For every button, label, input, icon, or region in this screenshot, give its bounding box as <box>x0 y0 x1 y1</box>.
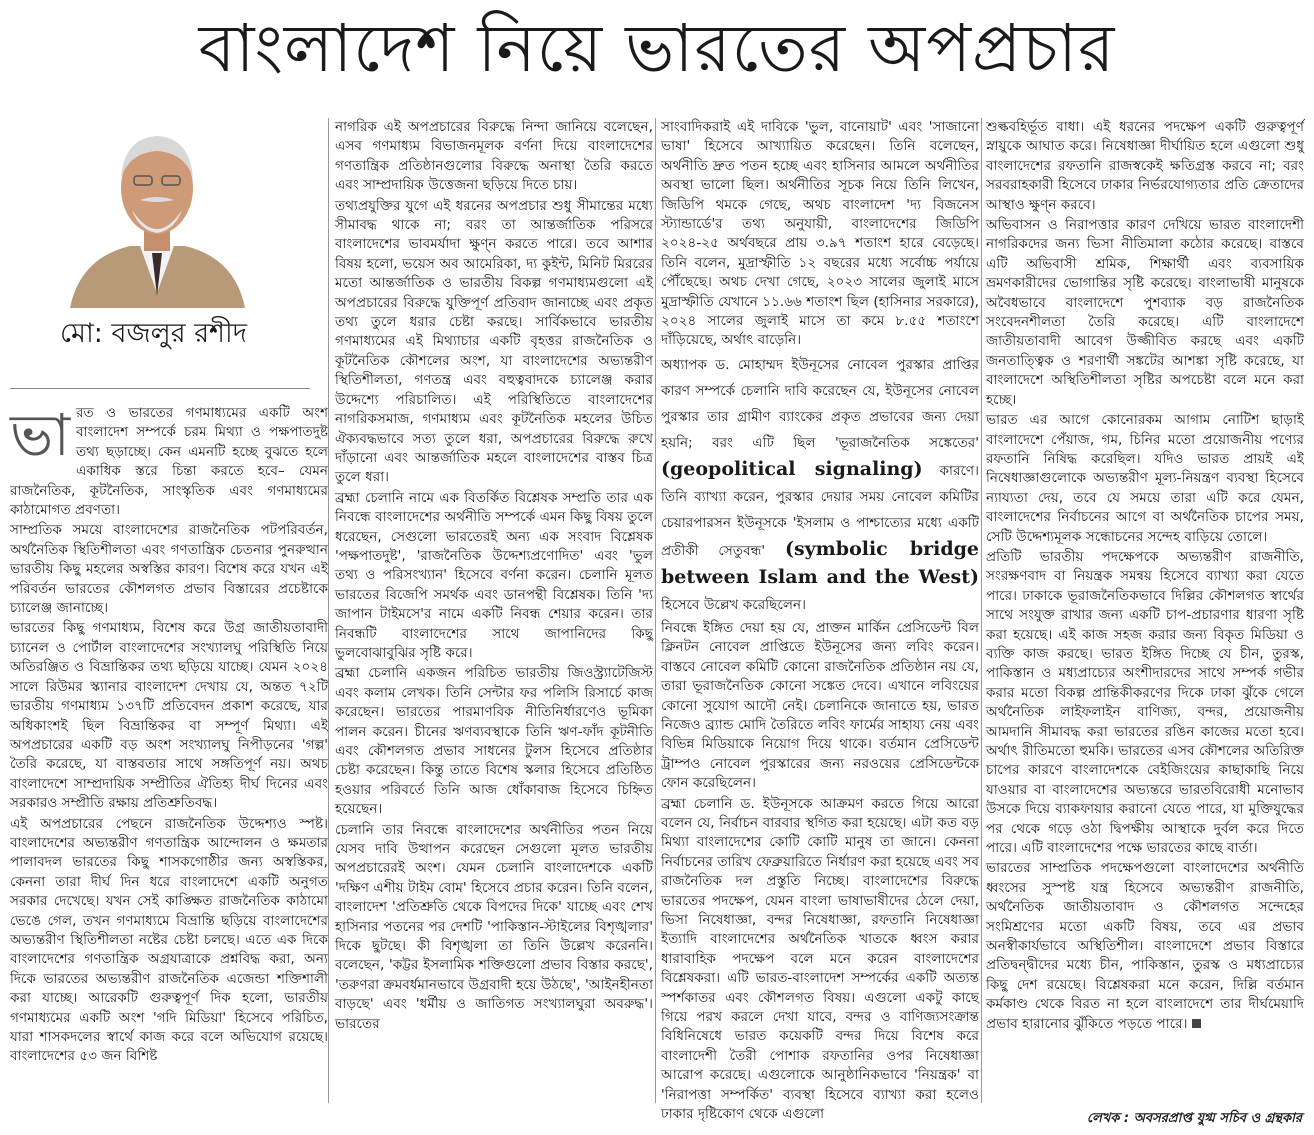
paragraph: ভারত এর আগে কোনোরকম আগাম নোটিশ ছাড়াই বাংলাদেশে পেঁয়াজ, গম, চিনির মতো প্রয়োজনীয় পণ্যের রফতানি নিষিদ্ধ করেছিল। যদিও ভারত প্রায়ই এই নিষেধাজ্ঞাগুলোকে অভ্যন্তরীণ মূল্য-নিয়ন্ত্রণ ব্যবস্থা হিসেবে ন্যায্যতা দেয়, তবে যে সময়ে তারা এটি করে যেমন, বাংলাদেশের নির্বাচনের আগে বা অর্থনৈতিক চাপের সময়, সেটি উদ্দেশ্যমূলক সন্ধোচনের সন্দেহ বাড়িয়ে তোলে। <box>986 412 1304 545</box>
column-divider <box>655 118 656 1103</box>
end-mark-icon <box>1192 1019 1201 1028</box>
paragraph: তথ্যপ্রযুক্তির যুগে এই ধরনের অপপ্রচার শুধু সীমান্তের মধ্যে সীমাবদ্ধ থাকে না; বরং তা আন্তর্জাতিক পরিসরে বাংলাদেশের ভাবমর্যাদা ক্ষুণ্ন করতে পারে। তবে আশার বিষয় হলো, ভয়েস অব আমেরিকা, দ্য কুইন্ট, মিনিট মিররের মতো আন্তর্জাতিক ও ভারতীয় বিকল্প গণমাধ্যমগুলো এই অপপ্রচারের বিরুদ্ধে যুক্তিপূর্ণ প্রতিবাদ জানাচ্ছে এবং প্রকৃত তথ্য তুলে ধরার চেষ্টা করছে। সার্বিকভাবে ভারতীয় গণমাধ্যমের এই মিথ্যাচার একটি বৃহত্তর রাজনৈতিক ও কূটনৈতিক কৌশলের অংশ, যা বাংলাদেশের অভ্যন্তরীণ স্থিতিশীলতা, গণতন্ত্র এবং বহুত্ববাদকে চ্যালেঞ্জ করার উদ্দেশ্যে পরিচালিত। এই পরিস্থিতিতে বাংলাদেশের নাগরিকসমাজ, গণমাধ্যম এবং কূটনৈতিক মহলের উচিত ঐক্যবদ্ধভাবে সত্য তুলে ধরা, অপপ্রচারের বিরুদ্ধে রুখে দাঁড়ানো এবং আন্তর্জাতিক মহলে বাংলাদেশের বাস্তব চিত্র তুলে ধরা। <box>335 197 653 486</box>
column-divider <box>328 118 329 1103</box>
paragraph: সাংবাদিকরাই এই দাবিকে 'ভুল, বানোয়াট' এবং 'সাজানো ভাষা' হিসেবে আখ্যায়িত করেছেন। তিনি বলেছেন, অর্থনীতি দ্রুত পতন হচ্ছে এবং হাসিনার আমলে অর্থনীতির অবস্থা ভালো ছিল। অর্থনীতির সূচক নিয়ে তিনি লিখেন, জিডিপি থমকে গেছে, অথচ বাংলাদেশ 'দ্য বিজনেস স্ট্যান্ডার্ডে'র তথ্য অনুযায়ী, বাংলাদেশের জিডিপি ২০২৪-২৫ অর্থবছরে প্রায় ৩.৯৭ শতাংশ হারে বেড়েছে। তিনি বলেন, মুদ্রাস্ফীতি ১২ বছরের মধ্যে সর্বোচ্চ পর্যায়ে পৌঁছেছে। অথচ দেখা গেছে, ২০২৩ সালের জুলাই মাসে মুদ্রাস্ফীতি যেখানে ১১.৬৬ শতাংশ ছিল (হাসিনার সরকারে), ২০২৪ সালের জুলাই মাসে তা কমে ৮.৫৫ শতাংশে দাঁড়িয়েছে, অর্থাৎ বাড়েনি। <box>661 119 979 349</box>
paragraph: শুল্কবহির্ভূত বাধা। এই ধরনের পদক্ষেপ একটি গুরুত্বপূর্ণ স্নায়ুকে আঘাত করে। নিষেধাজ্ঞা দীর্ঘায়িত হলে এগুলো শুধু বাংলাদেশের রফতানি রাজস্বকেই ক্ষতিগ্রস্ত করবে না; বরং সরবরাহকারী হিসেবে ঢাকার নির্ভরযোগ্যতার প্রতি ক্রেতাদের আস্থাও ক্ষুণ্ন করবে। <box>986 119 1304 213</box>
column-4 <box>986 118 1304 1083</box>
author-photo <box>60 118 255 308</box>
paragraph: এই অপপ্রচারের পেছনে রাজনৈতিক উদ্দেশ্যও স্পষ্ট। বাংলাদেশের অভ্যন্তরীণ গণতান্ত্রিক আন্দোলন ও ক্ষমতার পালাবদল ভারতের কিছু শাসকগোষ্ঠীর জন্য অস্বস্তিকর, কেননা তারা দীর্ঘ দিন ধরে বাংলাদেশে একটি অনুগত সরকার দেখেছে। যখন সেই কাঙ্ক্ষিত রাজনৈতিক কাঠামো ভেঙে গেল, তখন গণমাধ্যমে বিভ্রান্তি ছড়িয়ে বাংলাদেশের অভ্যন্তরীণ স্থিতিশীলতা নষ্টের চেষ্টা চলছে। এতে এক দিকে বাংলাদেশের গণতান্ত্রিক অগ্রযাত্রাকে প্রশ্নবিদ্ধ করা, অন্য দিকে ভারতের অভ্যন্তরীণ রাজনৈতিক এজেন্ডা শক্তিশালী করা যাচ্ছে। আরেকটি গুরুত্বপূর্ণ দিক হলো, ভারতীয় গণমাধ্যমের একটি অংশ 'গদি মিডিয়া' হিসেবে পরিচিত, যারা শাসকদলের স্বার্থে কাজ করে বলে অভিযোগ রয়েছে। বাংলাদেশের ৫৩ জন বিশিষ্ট <box>10 815 328 1065</box>
column-1 <box>10 401 328 1094</box>
english-term: (symbolic bridge between Islam and the West) <box>661 537 979 588</box>
column-3 <box>661 118 979 1123</box>
paragraph: ভারতের কিছু গণমাধ্যম, বিশেষ করে উগ্র জাতীয়তাবাদী চ্যানেল ও পোর্টাল বাংলাদেশের সংখ্যালঘু পরিস্থিতি নিয়ে অতিরঞ্জিত ও বিভ্রান্তিকর তথ্য ছড়িয়ে যাচ্ছে। যেমন ২০২৪ সালে রিউমর স্ক্যানার বাংলাদেশ দেখায় যে, অন্তত ৭২টি ভারতীয় গণমাধ্যম ১৩৭টি প্রতিবেদন প্রকাশ করেছে, যার অধিকাংশই ছিল বিভ্রান্তিকর বা সম্পূর্ণ মিথ্যা। এই অপপ্রচারের একটি বড় অংশ সংখ্যালঘু নিপীড়নের 'গল্প' তৈরি করেছে, যা বাস্তবতার সাথে সঙ্গতিপূর্ণ নয়। অথচ বাংলাদেশে সাম্প্রদায়িক সম্প্রীতির ঐতিহ্য দীর্ঘ দিনের এবং সরকারও সম্প্রীতি রক্ষায় প্রতিশ্রুতিবদ্ধ। <box>10 620 328 812</box>
dropcap: ভা <box>10 401 71 469</box>
paragraph: নিবন্ধে ইঙ্গিত দেয়া হয় যে, প্রাক্তন মার্কিন প্রেসিডেন্ট বিল ক্লিনটন নোবেল প্রাপ্তিতে ইউনূসের জন্য লবিং করেন। বাস্তবে নোবেল কমিটি কোনো রাজনৈতিক প্রতিষ্ঠান নয় যে, তারা ভূরাজনৈতিক কোনো সঙ্কেত দেবে। এখানে লবিংয়ের কোনো সুযোগ আদৌ নেই। চেলানিকে জানাতে হয়, ভারত নিজেও ব্র্যান্ড মোদি তৈরিতে লবিং ফার্মের সাহায্য নেয় এবং বিভিন্ন মিডিয়াকে নিয়োগ দিয়ে থাকে। বর্তমান প্রেসিডেন্ট ট্রাম্পও নোবেল পুরস্কারের জন্য নরওয়ের প্রেসিডেন্টকে ফোন করেছিলেন। <box>661 619 979 792</box>
author-byline: মো: বজলুর রশীদ <box>60 318 247 349</box>
paragraph: নাগরিক এই অপপ্রচারের বিরুদ্ধে নিন্দা জানিয়ে বলেছেন, এসব গণমাধ্যম বিভাজনমূলক বর্ণনা দিয়ে বাংলাদেশের গণতান্ত্রিক প্রতিষ্ঠানগুলোর বিরুদ্ধে অনাস্থা তৈরি করতে এবং সাম্প্রদায়িক উত্তেজনা ছড়িয়ে দিতে চায়। <box>335 119 653 194</box>
paragraph: সাম্প্রতিক সময়ে বাংলাদেশের রাজনৈতিক পটপরিবর্তন, অর্থনৈতিক স্থিতিশীলতা এবং গণতান্ত্রিক চেতনার পুনরুত্থান ভারতীয় কিছু মহলের অস্বস্তির কারণ। বিশেষ করে যখন এই পরিবর্তন ভারতের কৌশলগত প্রভাব বিস্তারের প্রচেষ্টাকে চ্যালেঞ্জ জানাচ্ছে। <box>10 522 328 617</box>
paragraph: প্রতিটি ভারতীয় পদক্ষেপকে অভ্যন্তরীণ রাজনীতি, সংরক্ষণবাদ বা নিয়ন্ত্রক সমন্বয় হিসেবে ব্যাখ্যা করা যেতে পারে। ঢাকাকে ভূরাজনৈতিকভাবে দিল্লির কৌশলগত স্বার্থের সাথে সংযুক্ত রাখার জন্য একটি চাপ-প্রচারণার ধারণা সৃষ্টি করা হয়েছে। এই কাজ সহজ করার জন্য বিকৃত মিডিয়া ও ব্যক্তি কাজ করছে। ভারত ইঙ্গিত দিচ্ছে যে চীন, তুরস্ক, পাকিস্তান ও মধ্যপ্রাচ্যের অংশীদারদের সাথে সম্পর্ক গভীর করার মতো বিকল্প প্রান্তিকীকরণের দিকে ঢাকা ঝুঁকে গেলে অর্থনৈতিক লাইফলাইন বাণিজ্য, বন্দর, প্রয়োজনীয় আমদানি সীমাবদ্ধ করা ভারতের রঙিন কাজের মতো হবে। অর্থাৎ রীতিমতো হুমকি। ভারতের এসব কৌশলের অতিরিক্ত চাপের কারণে বাংলাদেশকে বেইজিংয়ের কাছাকাছি নিয়ে যাওয়ার বা বাংলাদেশের অভ্যন্তরে ভারতবিরোধী মনোভাব উসকে দিয়ে ব্যাকফায়ার করানো যেতে পারে, যা মুক্তিযুদ্ধের পর থেকে গড়ে ওঠা দ্বিপক্ষীয় আস্থাকে দুর্বল করে দিতে পারে। এটি বাংলাদেশের পক্ষে ভারতের কাছে বার্তা। <box>986 548 1304 857</box>
paragraph: ব্রহ্মা চেলানি ড. ইউনূসকে আক্রমণ করতে গিয়ে আরো বলেন যে, নির্বাচন বারবার স্থগিত করা হয়েছে। এটা কত বড় মিথ্যা বাংলাদেশের কোটি কোটি মানুষ তা জানে। কেননা নির্বাচনের তারিখ ফেব্রুয়ারিতে নির্ধারণ করা হয়েছে এবং সব রাজনৈতিক দল প্রস্তুতি নিচ্ছে। বাংলাদেশের বিরুদ্ধে ভারতের পদক্ষেপ, যেমন বাংলা ভাষাভাষীদের ঠেলে দেয়া, ভিসা নিষেধাজ্ঞা, বন্দর নিষেধাজ্ঞা, রফতানি নিষেধাজ্ঞা ইত্যাদি বাংলাদেশের অর্থনৈতিক খাতকে ধ্বংস করার ধারাবাহিক পদক্ষেপ বলে মনে করেন বাংলাদেশের বিশ্লেষকরা। এটি ভারত-বাংলাদেশ সম্পর্কের একটি অত্যন্ত স্পর্শকাতর এবং কৌশলগত বিষয়। এগুলো একটু কাছে গিয়ে পরখ করলে দেখা যাবে, বন্দর ও বাণিজ্যসংক্রান্ত বিধিনিষেধে ভারত কয়েকটি বন্দর দিয়ে বিশেষ করে বাংলাদেশী তৈরী পোশাক রফতানির ওপর নিষেধাজ্ঞা আরোপ করেছে। এগুলোকে আনুষ্ঠানিকভাবে 'নিয়ন্ত্রক' বা 'নিরাপত্তা সম্পর্কিত' ব্যবস্থা হিসেবে ব্যাখ্যা করা হলেও ঢাকার দৃষ্টিকোণ থেকে এগুলো <box>661 795 979 1123</box>
author-note: লেখক : অবসরপ্রাপ্ত যুগ্ম সচিব ও গ্রন্থকার <box>1086 1111 1302 1126</box>
paragraph: ভারত ও ভারতের গণমাধ্যমের একটি অংশ বাংলাদেশ সম্পর্কে চরম মিথ্যা ও পক্ষপাতদুষ্ট তথ্য ছড়াচ্ছে। কেন এমনটি হচ্ছে বুঝতে হলে একাধিক স্তরে চিন্তা করতে হবে– যেমন রাজনৈতিক, কূটনৈতিক, সাংস্কৃতিক এবং গণমাধ্যমের কাঠামোগত প্রবণতা। <box>10 401 328 519</box>
column-2 <box>335 118 653 1103</box>
headline: বাংলাদেশ নিয়ে ভারতের অপপ্রচার <box>198 10 1116 87</box>
paragraph: অভিবাসন ও নিরাপত্তার কারণ দেখিয়ে ভারত বাংলাদেশী নাগরিকদের জন্য ভিসা নীতিমালা কঠোর করেছে। বাস্তবে এটি অভিবাসী শ্রমিক, শিক্ষার্থী এবং ব্যবসায়িক ভ্রমণকারীদের ভোগান্তির সৃষ্টি করেছে। বাংলাভাষী মানুষকে অবৈধভাবে বাংলাদেশে পুশব্যাক বড় রাজনৈতিক সংবেদনশীলতা তৈরি করেছে। এটি বাংলাদেশে জাতীয়তাবাদী আবেগ উজ্জীবিত করছে এবং একটি জনতাত্ত্বিক ও শরণার্থী সঙ্কটের আশঙ্কা সৃষ্টি করেছে, যা বাংলাদেশে অস্থিতিশীলতা সৃষ্টির অপচেষ্টা বলে মনে করা হচ্ছে। <box>986 217 1304 408</box>
column-divider <box>981 118 982 1103</box>
paragraph: ব্রহ্মা চেলানি নামে এক বিতর্কিত বিশ্লেষক সম্প্রতি তার এক নিবন্ধে বাংলাদেশের অর্থনীতি সম্পর্কে এমন কিছু বিষয় তুলে ধরেছেন, সেগুলো ভারতেরই অন্য এক সংবাদ বিশ্লেষক 'পক্ষপাতদুষ্ট', 'রাজনৈতিক উদ্দেশ্যপ্রণোদিত' এবং 'ভুল তথ্য ও পরিসংখ্যান' হিসেবে বর্ণনা করেন। চেলানি মূলত ভারতের বিজেপি সমর্থক এবং ডানপন্থী বিশ্লেষক। তিনি 'দ্য জাপান টাইমসে'র নামে একটি নিবন্ধ শেয়ার করেন। তার নিবন্ধটি বাংলাদেশের সাথে জাপানিদের কিছু ভুলবোঝাবুঝির সৃষ্টি করে। <box>335 489 653 661</box>
paragraph: ব্রহ্মা চেলানি একজন পরিচিত ভারতীয় জিওস্ট্র্যাটেজিস্ট এবং কলাম লেখক। তিনি সেন্টার ফর পলিসি রিসার্চে কাজ করেছেন। ভারতের পারমাণবিক নীতিনির্ধারণেও ভূমিকা পালন করেন। চীনের ঋণব্যবস্থাকে তিনি ঋণ-ফাঁদ কূটনীতি এবং কৌশলগত প্রভাব সাধনের টুলস হিসেবে প্রতিষ্ঠার চেষ্টা করেছেন। কিন্তু তাতে বিশেষ স্কলার হিসেবে প্রতিষ্ঠিত হওয়ার পরিবর্তে তিনি আজ ধোঁকাবাজ হিসেবে চিহ্নিত হয়েছেন। <box>335 665 653 818</box>
byline-divider <box>10 388 310 389</box>
english-term: (geopolitical signaling) <box>661 457 923 480</box>
paragraph: অধ্যাপক ড. মোহাম্মদ ইউনূসের নোবেল পুরস্কার প্রাপ্তির কারণ সম্পর্কে চেলানি দাবি করেছেন যে, ইউনূসের নোবেল পুরস্কার তার গ্রামীণ ব্যাংকের প্রকৃত প্রভাবের জন্য দেয়া হয়নি; বরং এটি ছিল 'ভূরাজনৈতিক সঙ্কেতের' (geopolitical signaling) কারণে। তিনি ব্যাখ্যা করেন, পুরস্কার দেয়ার সময় নোবেল কমিটির চেয়ারপারসন ইউনূসকে 'ইসলাম ও পাশ্চাত্যের মধ্যে একটি প্রতীকী সেতুবন্ধ' (symbolic bridge between Islam and the West) হিসেবে উল্লেখ করেছিলেন। <box>661 356 979 613</box>
paragraph: ভারতের সাম্প্রতিক পদক্ষেপগুলো বাংলাদেশের অর্থনীতি ধ্বংসের সুস্পষ্ট যন্ত্র হিসেবে অভ্যন্তরীণ রাজনীতি, অর্থনৈতিক জাতীয়তাবাদ ও কৌশলগত সন্দেহের সংমিশ্রণের মতো একটি বিষয়, তবে এর প্রভাব অনস্বীকার্যভাবে অস্থিতিশীল। বাংলাদেশে প্রভাব বিস্তারে প্রতিদ্বন্দ্বীদের মধ্যে চীন, পাকিস্তান, তুরস্ক ও মধ্যপ্রাচ্যের কিছু দেশ রয়েছে। বিশ্লেষকরা মনে করেন, দিল্লি বর্তমান কর্মকাণ্ড থেকে বিরত না হলে বাংলাদেশে তার দীর্ঘমেয়াদি প্রভাব হারানোর ঝুঁকিতে পড়তে পারে। <box>986 860 1304 1032</box>
paragraph: চেলানি তার নিবন্ধে বাংলাদেশের অর্থনীতির পতন নিয়ে যেসব দাবি উত্থাপন করেছেন সেগুলো মূলত ভারতীয় অপপ্রচারেরই অংশ। যেমন চেলানি বাংলাদেশকে একটি 'দক্ষিণ এশীয় টাইম বোম' হিসেবে প্রচার করেন। তিনি বলেন, বাংলাদেশ 'প্রতিশ্রুতি থেকে বিপদের দিকে' যাচ্ছে এবং শেখ হাসিনার পতনের পর দেশটি 'পাকিস্তান-স্টাইলের বিশৃঙ্খলার' দিকে ছুটছে। কী বিশৃঙ্খলা তা তিনি উল্লেখ করেননি। বলেছেন, 'কট্টর ইসলামিক শক্তিগুলো প্রভাব বিস্তার করছে', 'তরুণরা ক্রমবর্ধমানভাবে উগ্রবাদী হয়ে উঠছে', 'আইনহীনতা বাড়ছে' এবং 'ধর্মীয় ও জাতিগত সংখ্যালঘুরা অবরুদ্ধ'। ভারতের <box>335 821 654 1032</box>
